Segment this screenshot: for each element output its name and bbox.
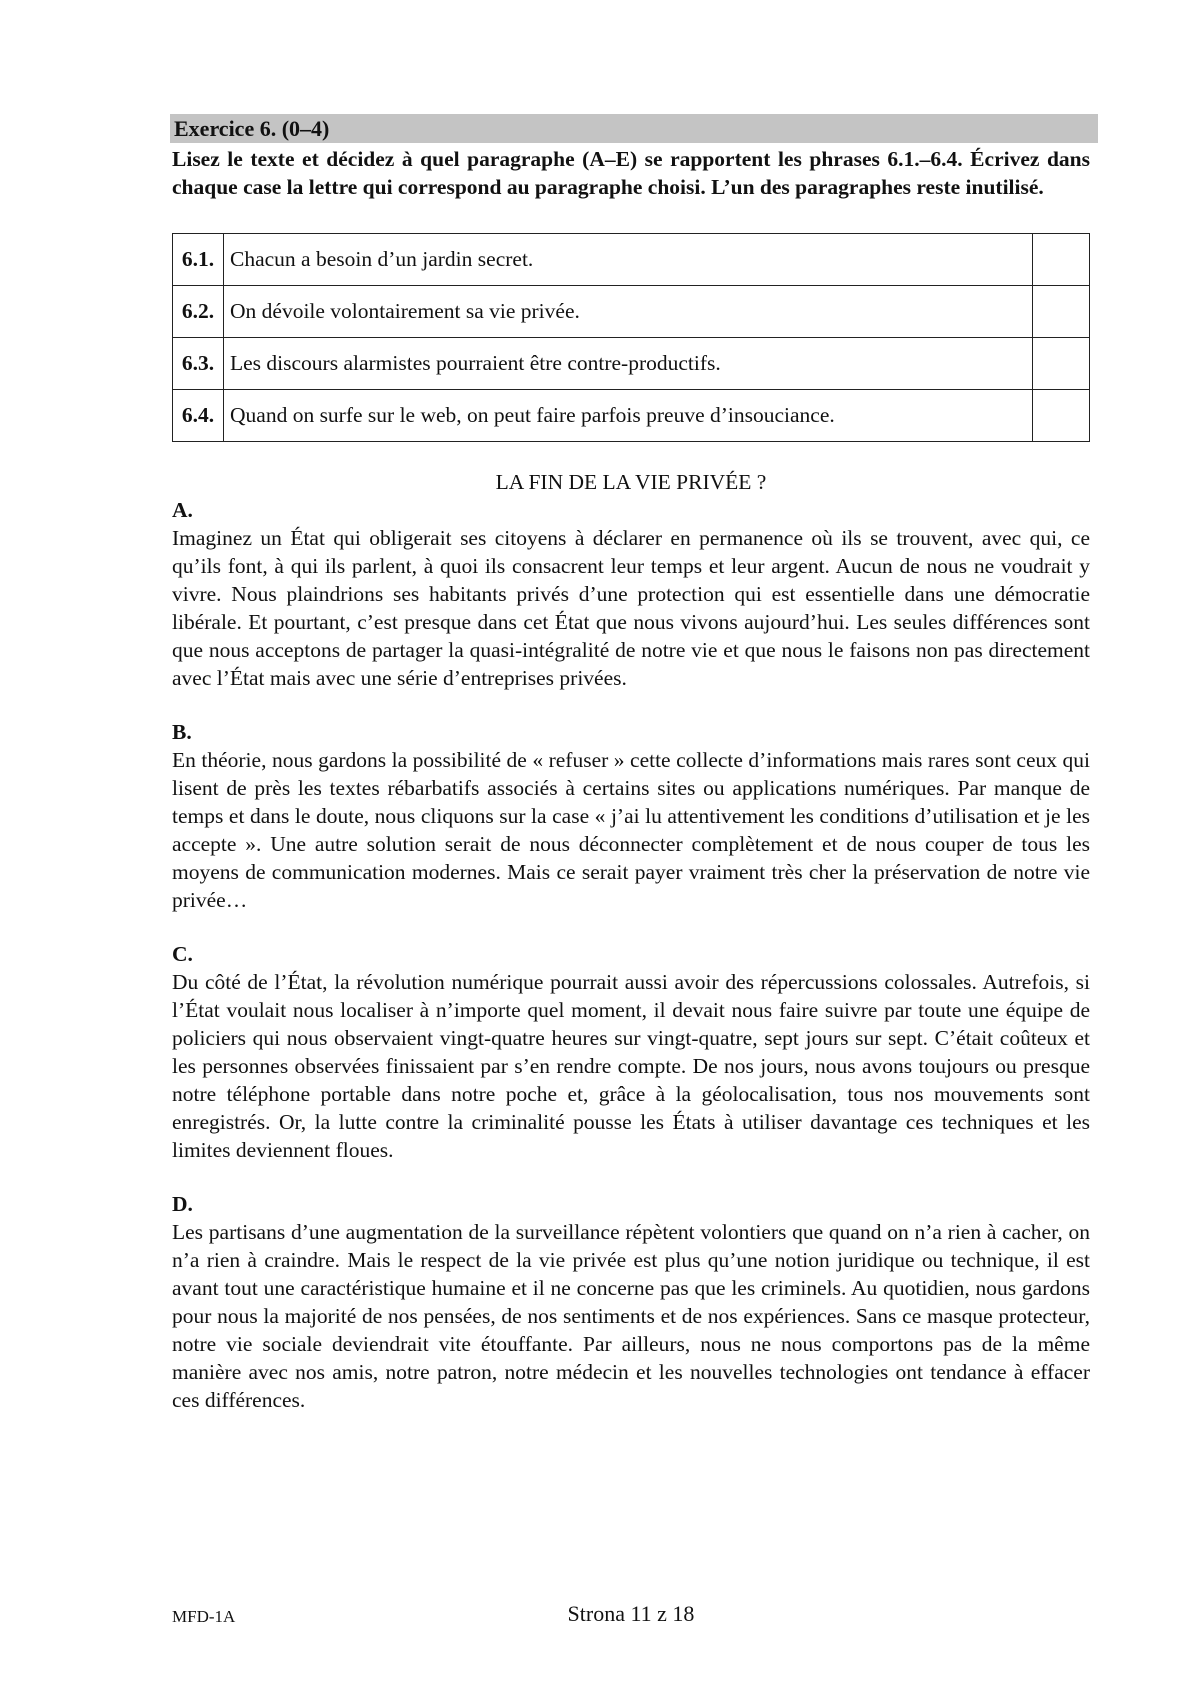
paragraph-b xyxy=(172,718,1090,914)
paragraph-letter: D. xyxy=(172,1192,193,1216)
paragraph-text: Les partisans d’une augmentation de la surveillance répètent volontiers que quand on n’a rien à cacher, on n’a rien à craindre. Mais le respect de la vie privée est plus qu’une notion juridique ou technique, il est avant tout une caractéristique humaine et il ne concerne pas que les criminels. Au quotidien, nous gardons pour nous la majorité de nos pensées, de nos sentiments et de nos expériences. Sans ce masque protecteur, notre vie sociale deviendrait vite étouffante. Par ailleurs, nous ne nous comportons pas de la même manière avec nos amis, notre patron, notre médecin et les nouvelles technologies ont tendance à effacer ces différences. xyxy=(172,1220,1090,1412)
statement-row xyxy=(173,286,1090,338)
paragraph-letter: B. xyxy=(172,720,192,744)
answer-box[interactable] xyxy=(1033,390,1090,442)
statement-row xyxy=(173,390,1090,442)
exam-code: MFD-1A xyxy=(172,1607,236,1626)
paragraph-text: En théorie, nous gardons la possibilité de « refuser » cette collecte d’informations mais rares sont ceux qui lisent de près les textes rébarbatifs associés à certains sites ou applications numériques. Par manque de temps et dans le doute, nous cliquons sur la case « j’ai lu attentivement les conditions d’utilisation et je les accepte ». Une autre solution serait de nous déconnecter complètement et de nous couper de tous les moyens de communication modernes. Mais ce serait payer vraiment très cher la préservation de notre vie privée… xyxy=(172,748,1090,912)
statement-text: On dévoile volontairement sa vie privée. xyxy=(224,286,1033,338)
answer-box[interactable] xyxy=(1033,234,1090,286)
statement-row xyxy=(173,338,1090,390)
paragraph-text: Imaginez un État qui obligerait ses citoyens à déclarer en permanence où ils se trouvent, avec qui, ce qu’ils font, à qui ils parlent, à quoi ils consacrent leur temps et leur argent. Aucun de nous ne voudrait y vivre. Nous plaindrions ses habitants privés d’une protection qui est essentielle dans une démocratie libérale. Et pourtant, c’est presque dans cet État que nous vivons aujourd’hui. Les seules différences sont que nous acceptons de partager la quasi-intégralité de notre vie et que nous le faisons non pas directement avec l’État mais avec une série d’entreprises privées. xyxy=(172,526,1090,690)
statements-table xyxy=(172,233,1090,442)
exercise-instructions: Lisez le texte et décidez à quel paragraphe (A–E) se rapportent les phrases 6.1.–6.4. Écrivez dans chaque case la lettre qui correspond au paragraphe choisi. L’un des paragraphes reste inutilisé. xyxy=(172,147,1090,199)
statement-number: 6.3. xyxy=(173,338,224,390)
statement-text: Chacun a besoin d’un jardin secret. xyxy=(224,234,1033,286)
statement-number: 6.4. xyxy=(173,390,224,442)
answer-box[interactable] xyxy=(1033,286,1090,338)
page-number: Strona 11 z 18 xyxy=(567,1601,695,1626)
paragraph-a xyxy=(172,496,1090,692)
paragraph-letter: C. xyxy=(172,942,193,966)
statement-number: 6.1. xyxy=(173,234,224,286)
answer-box[interactable] xyxy=(1033,338,1090,390)
article-title: LA FIN DE LA VIE PRIVÉE ? xyxy=(495,470,767,494)
exercise-heading: Exercice 6. (0–4) xyxy=(170,114,1098,143)
exam-page xyxy=(172,114,1090,1440)
paragraph-d xyxy=(172,1190,1090,1414)
paragraph-c xyxy=(172,940,1090,1164)
statement-number: 6.2. xyxy=(173,286,224,338)
paragraph-text: Du côté de l’État, la révolution numérique pourrait aussi avoir des répercussions colossales. Autrefois, si l’État voulait nous localiser à n’importe quel moment, il devait nous faire suivre par toute une équipe de policiers qui nous observaient vingt-quatre heures sur vingt-quatre, sept jours sur sept. C’était coûteux et les personnes observées finissaient par s’en rendre compte. De nos jours, nous avons toujours ou presque notre téléphone portable dans notre poche et, grâce à la géolocalisation, tous nos mouvements sont enregistrés. Or, la lutte contre la criminalité pousse les États à utiliser davantage ces techniques et les limites deviennent floues. xyxy=(172,970,1090,1162)
page-footer xyxy=(172,1601,1090,1631)
paragraph-letter: A. xyxy=(172,498,193,522)
statement-text: Quand on surfe sur le web, on peut faire parfois preuve d’insouciance. xyxy=(224,390,1033,442)
statement-text: Les discours alarmistes pourraient être contre-productifs. xyxy=(224,338,1033,390)
statement-row xyxy=(173,234,1090,286)
